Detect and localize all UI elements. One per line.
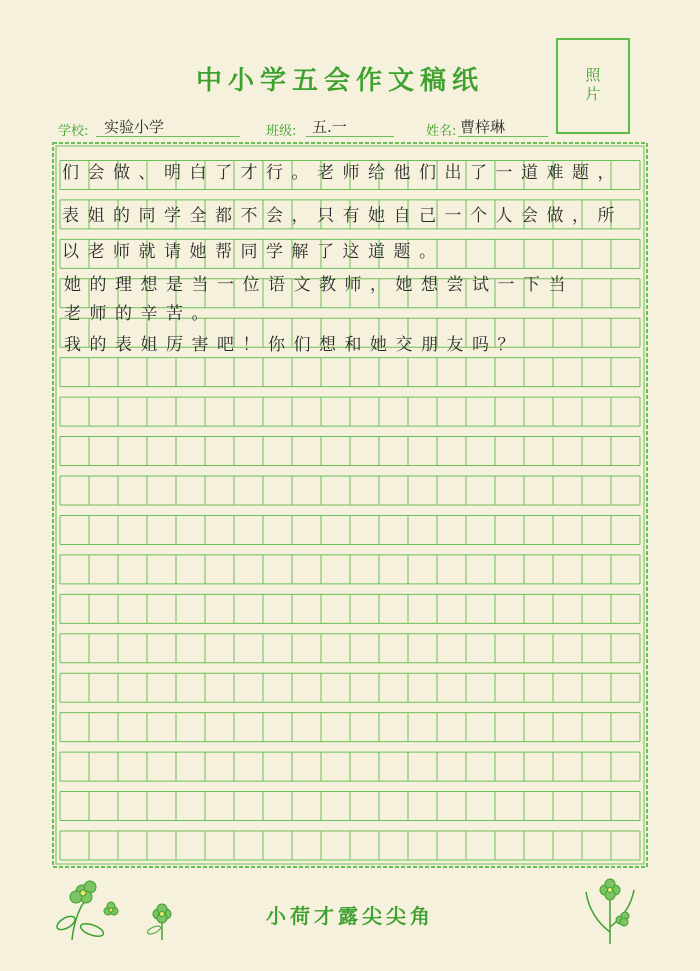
- class-label: 班级:: [266, 124, 297, 139]
- flower-illustration-small: [142, 902, 182, 942]
- school-underline: [96, 136, 240, 137]
- school-label: 学校:: [58, 124, 89, 139]
- class-underline: [306, 136, 394, 137]
- flower-illustration-right: [580, 872, 640, 947]
- info-row: [0, 116, 700, 138]
- name-label: 姓名:: [426, 124, 457, 139]
- essay-line-1: 们会做、明白了才行。老师给他们出了一道难题，: [62, 163, 623, 183]
- name-value: 曹梓琳: [460, 118, 506, 136]
- photo-label: 照片: [583, 67, 602, 105]
- class-value: 五.一: [312, 118, 347, 136]
- footer-slogan: 小荷才露尖尖角: [266, 904, 434, 928]
- essay-line-5: 老师的辛苦。: [64, 304, 217, 324]
- writing-grid: [52, 142, 648, 868]
- grid-row: [60, 713, 640, 742]
- grid-row: [60, 555, 640, 584]
- school-value: 实验小学: [104, 118, 165, 136]
- page-title: 中小学五会作文稿纸: [195, 66, 484, 96]
- grid-row: [60, 792, 640, 821]
- grid-row: [60, 437, 640, 466]
- essay-line-4: 她的理想是当一位语文教师，她想尝试一下当: [64, 275, 574, 295]
- grid-row: [60, 397, 640, 426]
- essay-line-2: 表姐的同学全都不会，只有她自己一个人会做，所: [62, 206, 623, 226]
- name-underline: [458, 136, 548, 137]
- grid-row: [60, 673, 640, 702]
- flower-illustration-left: [52, 875, 132, 945]
- essay-line-6: 我的表姐厉害吧！你们想和她交朋友吗？: [64, 335, 523, 355]
- grid-row: [60, 476, 640, 505]
- grid-row: [60, 515, 640, 544]
- grid-row: [60, 752, 640, 781]
- grid-row: [60, 634, 640, 663]
- grid-row: [60, 594, 640, 623]
- essay-line-3: 以老师就请她帮同学解了这道题。: [62, 242, 445, 262]
- grid-row: [60, 358, 640, 387]
- grid-row: [60, 831, 640, 860]
